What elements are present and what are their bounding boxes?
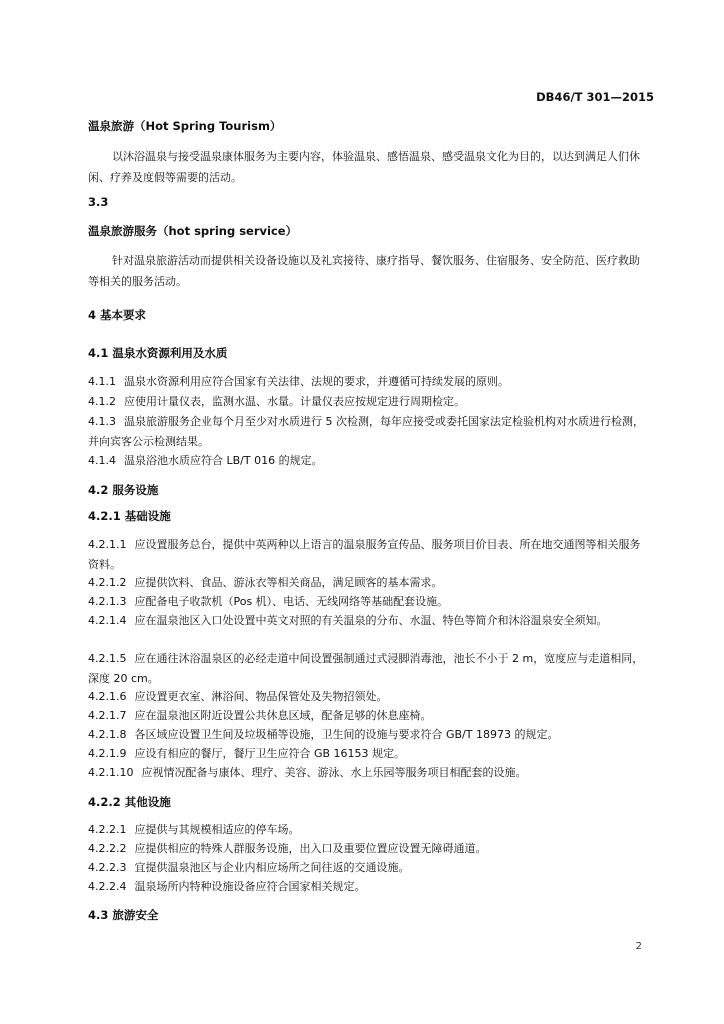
clause-number: 4.1.3 (88, 415, 116, 428)
clause-text: 应在温泉池区附近设置公共休息区域，配备足够的休息座椅。 (134, 709, 432, 722)
clause-text: 应提供相应的特殊人群服务设施，出入口及重要位置应设置无障碍通道。 (134, 842, 487, 855)
clause-number: 4.2.1.10 (88, 766, 134, 779)
term-definition: 以沐浴温泉与接受温泉康体服务为主要内容，体验温泉、感悟温泉、感受温泉文化为目的，以达到满足人们休闲、疗养及度假等需要的活动。 (88, 150, 640, 184)
clause-number: 4.2.2.1 (88, 823, 127, 836)
clause-number: 4.2.1.4 (88, 614, 127, 627)
clause-item (88, 839, 648, 859)
clause-item (88, 451, 648, 471)
clause-number: 4.2.2.4 (88, 880, 127, 893)
clause-number: 4.2.2.2 (88, 842, 127, 855)
clause-item (88, 573, 648, 593)
clause-item (88, 649, 648, 689)
clause-text: 温泉水资源利用应符合国家有关法律、法规的要求，并遵循可持续发展的原则。 (124, 375, 509, 388)
subsection-heading: 4.3 旅游安全 (88, 908, 159, 922)
clause-item (88, 592, 648, 612)
clause-number: 4.2.1.1 (88, 538, 127, 551)
clause-text: 应提供饮料、食品、游泳衣等相关商品，满足顾客的基本需求。 (134, 576, 443, 589)
section-heading: 4 基本要求 (88, 308, 147, 322)
subsection-heading: 4.2.2 其他设施 (88, 795, 171, 809)
term-definition: 针对温泉旅游活动而提供相关设备设施以及礼宾接待、康疗指导、餐饮服务、住宿服务、安全防范、医疗救助等相关的服务活动。 (88, 254, 640, 288)
clause-text: 应配备电子收款机（Pos 机）、电话、无线网络等基础配套设施。 (134, 595, 449, 608)
subsection-heading: 4.2.1 基础设施 (88, 509, 171, 523)
clause-item (88, 725, 648, 745)
subsection-heading: 4.2 服务设施 (88, 483, 159, 497)
clause-text: 各区域应设置卫生间及垃圾桶等设施，卫生间的设施与要求符合 GB/T 18973 的规定。 (134, 728, 559, 741)
clause-text: 应设置更衣室、淋浴间、物品保管处及失物招领处。 (134, 690, 388, 703)
clause-text: 温泉场所内特种设施设备应符合国家相关规定。 (134, 880, 366, 893)
clause-text: 应设置服务总台，提供中英两种以上语言的温泉服务宣传品、服务项目价目表、所在地交通图等相关服务资料。 (88, 538, 641, 571)
clause-item (88, 877, 648, 897)
clause-text: 应使用计量仪表，监测水温、水量。计量仪表应按规定进行周期检定。 (124, 395, 465, 408)
clause-text: 温泉旅游服务企业每个月至少对水质进行 5 次检测，每年应接受或委托国家法定检验机构对水质进行检测，并向宾客公示检测结果。 (88, 415, 644, 448)
clause-item (88, 706, 648, 726)
clause-number: 4.1.2 (88, 395, 116, 408)
clause-text: 应在温泉池区入口处设置中英文对照的有关温泉的分布、水温、特色等简介和沐浴温泉安全须知。 (134, 614, 608, 627)
clause-text: 温泉浴池水质应符合 LB/T 016 的规定。 (124, 454, 323, 467)
clause-item (88, 687, 648, 707)
document-code: DB46/T 301—2015 (536, 90, 654, 104)
clause-number: 4.2.1.9 (88, 747, 127, 760)
clause-item (88, 372, 648, 392)
clause-item (88, 820, 648, 840)
clause-number: 4.1.4 (88, 454, 116, 467)
clause-item (88, 744, 648, 764)
clause-text: 应在通往沐浴温泉区的必经走道中间设置强制通过式浸脚消毒池，池长不小于 2 m，宽度应与走道相同，深度 20 cm。 (88, 652, 644, 685)
clause-number: 4.2.1.2 (88, 576, 127, 589)
clause-text: 宜提供温泉池区与企业内相应场所之间往返的交通设施。 (134, 861, 410, 874)
clause-number: 4.2.1.8 (88, 728, 127, 741)
clause-number: 3.3 (88, 195, 109, 209)
term-title: 温泉旅游（Hot Spring Tourism） (88, 119, 282, 133)
clause-item (88, 858, 648, 878)
clause-number: 4.1.1 (88, 375, 116, 388)
clause-text: 应视情况配备与康体、理疗、美容、游泳、水上乐园等服务项目相配套的设施。 (141, 766, 527, 779)
clause-item (88, 535, 648, 575)
clause-number: 4.2.1.6 (88, 690, 127, 703)
clause-text: 应设有相应的餐厅，餐厅卫生应符合 GB 16153 规定。 (134, 747, 406, 760)
page-number: 2 (635, 941, 642, 952)
clause-item (88, 392, 648, 412)
subsection-heading: 4.1 温泉水资源利用及水质 (88, 346, 228, 360)
clause-item (88, 412, 648, 452)
clause-number: 4.2.1.5 (88, 652, 127, 665)
clause-text: 应提供与其规模相适应的停车场。 (134, 823, 300, 836)
clause-number: 4.2.1.3 (88, 595, 127, 608)
term-title: 温泉旅游服务（hot spring service） (88, 224, 298, 238)
clause-number: 4.2.2.3 (88, 861, 127, 874)
clause-item (88, 763, 648, 783)
clause-number: 4.2.1.7 (88, 709, 127, 722)
clause-item (88, 611, 648, 631)
